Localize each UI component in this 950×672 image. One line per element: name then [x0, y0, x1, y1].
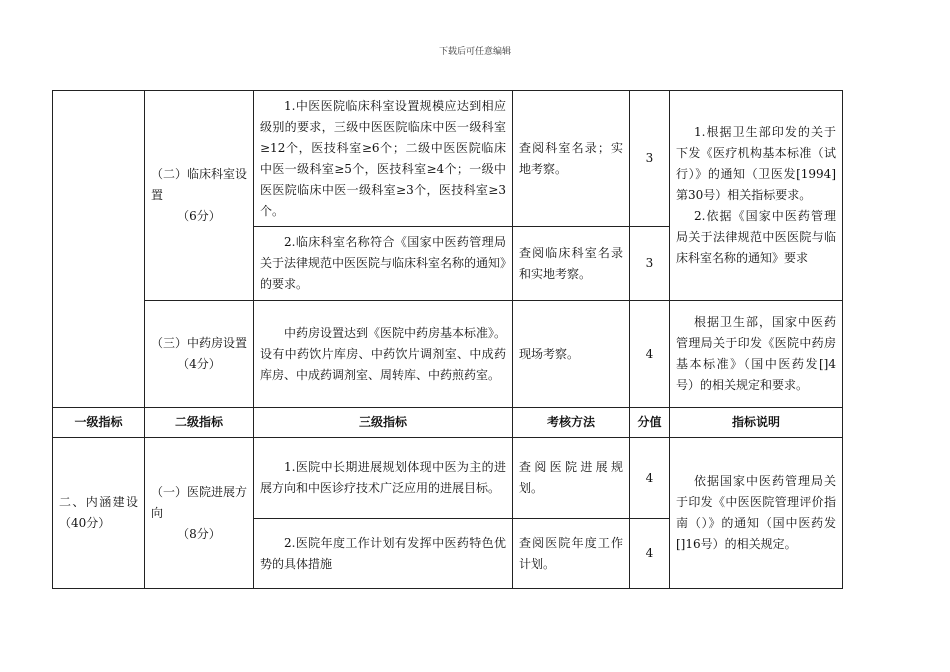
score: 4 [630, 438, 670, 519]
header-third-level: 三级指标 [254, 408, 513, 438]
table-row [53, 91, 843, 227]
indicator-note: 根据卫生部，国家中医药管理局关于印发《医院中药房基本标准》（国中医药发[]4号）的相关规定和要求。 [670, 301, 843, 408]
indicator-note-para-1: 1.根据卫生部印发的关于下发《医疗机构基本标准（试行）》的通知（卫医发[1994]第30号）相关指标要求。 [676, 125, 836, 202]
first-level-cell-empty [53, 91, 145, 408]
second-level-title: （三）中药房设置 [151, 336, 248, 350]
score: 4 [630, 519, 670, 589]
header-first-level: 一级指标 [53, 408, 145, 438]
second-level-cell [145, 91, 254, 301]
table-row [53, 301, 843, 408]
header-note: 指标说明 [670, 408, 843, 438]
third-level-criteria: 2.医院年度工作计划有发挥中医药特色优势的具体措施 [254, 519, 513, 589]
score: 3 [630, 227, 670, 301]
second-level-points: （4分） [177, 357, 221, 371]
second-level-cell [145, 438, 254, 589]
header-method: 考核方法 [513, 408, 630, 438]
third-level-criteria: 1.中医医院临床科室设置规模应达到相应级别的要求，三级中医医院临床中医一级科室≥12个，医技科室≥6个；二级中医医院临床中医一级科室≥5个，医技科室≥4个；一级中医医院临床中医一级科室≥3个，医技科室≥3个。 [254, 91, 513, 227]
table-header-row [53, 408, 843, 438]
second-level-points: （8分） [177, 526, 221, 541]
second-level-title: （一）医院进展方向 [151, 484, 248, 520]
header-score: 分值 [630, 408, 670, 438]
second-level-title: （二）临床科室设置 [151, 167, 248, 202]
third-level-criteria: 2.临床科室名称符合《国家中医药管理局关于法律规范中医医院与临床科室名称的通知》的要求。 [254, 227, 513, 301]
evaluation-table [52, 90, 843, 589]
indicator-note: 依据国家中医药管理局关于印发《中医医院管理评价指南（）》的通知（国中医药发[]16号）的相关规定。 [670, 438, 843, 589]
first-level-cell: 二、内涵建设（40分） [53, 438, 145, 589]
assessment-method: 查阅科室名录；实地考察。 [513, 91, 630, 227]
assessment-method: 查阅临床科室名录和实地考察。 [513, 227, 630, 301]
score: 4 [630, 301, 670, 408]
assessment-method: 查阅医院进展规划。 [513, 438, 630, 519]
third-level-criteria: 1.医院中长期进展规划体现中医为主的进展方向和中医诊疗技术广泛应用的进展目标。 [254, 438, 513, 519]
page-header-note: 下载后可任意编辑 [438, 47, 511, 57]
assessment-method: 现场考察。 [513, 301, 630, 408]
second-level-points: （6分） [177, 209, 221, 223]
indicator-note-para-2: 2.依据《国家中医药管理局关于法律规范中医医院与临床科室名称的通知》要求 [676, 209, 836, 265]
third-level-criteria: 中药房设置达到《医院中药房基本标准》。设有中药饮片库房、中药饮片调剂室、中成药库房、中成药调剂室、周转库、中药煎药室。 [254, 301, 513, 408]
second-level-cell [145, 301, 254, 408]
table-row [53, 438, 843, 519]
score: 3 [630, 91, 670, 227]
indicator-note [670, 91, 843, 301]
assessment-method: 查阅医院年度工作计划。 [513, 519, 630, 589]
header-second-level: 二级指标 [145, 408, 254, 438]
